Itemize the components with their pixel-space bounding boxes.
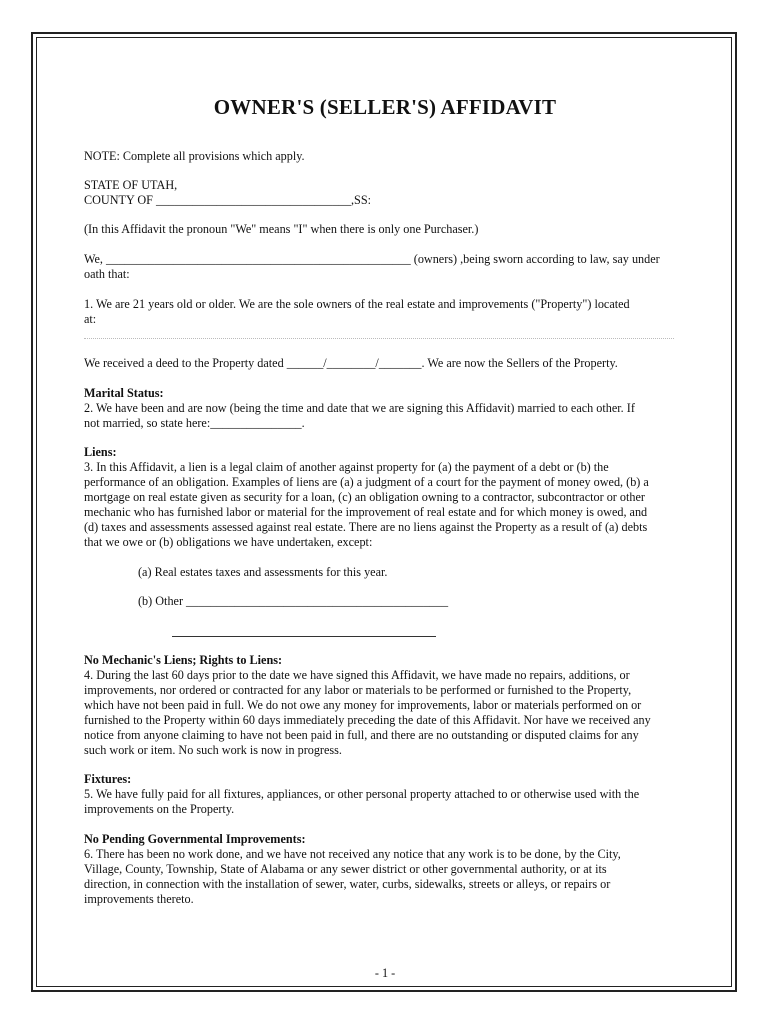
liens-line: mortgage on real estate given as security for a loan, (c) an obligation owning to a contractor, subcontractor or other xyxy=(84,490,645,504)
mechanics-line: furnished to the Property within 60 days immediately preceding the date of this Affidavit. Nor have we received any xyxy=(84,713,651,727)
pronoun-note: (In this Affidavit the pronoun "We" means "I" when there is only one Purchaser.) xyxy=(84,222,479,236)
fixtures-line: improvements on the Property. xyxy=(84,802,235,816)
liens-item-a: (a) Real estates taxes and assessments for this year. xyxy=(138,565,388,579)
blank-signature-line xyxy=(172,636,436,637)
mechanics-line: 4. During the last 60 days prior to the date we have signed this Affidavit, we have made no repairs, additions, or xyxy=(84,668,630,682)
owners-line: We, __________________________________________________ (owners) ,being sworn according to law, say under xyxy=(84,252,660,266)
governmental-line: Village, County, Township, State of Alabama or any sewer district or other governmental authority, or at its xyxy=(84,862,607,876)
marital-status-heading: Marital Status: xyxy=(84,386,164,400)
deed-line: We received a deed to the Property dated ______/________/_______. We are now the Sellers of the Property. xyxy=(84,356,618,370)
page-number: - 1 - xyxy=(374,966,396,980)
mechanics-line: improvements, nor ordered or contracted for any labor or materials to be performed or furnished to the Property, xyxy=(84,683,632,697)
liens-line: that we owe or (b) obligations we have undertaken, except: xyxy=(84,535,373,549)
liens-line: 3. In this Affidavit, a lien is a legal claim of another against property for (a) the payment of a debt or (b) the xyxy=(84,460,609,474)
fixtures-line: 5. We have fully paid for all fixtures, appliances, or other personal property attached to or otherwise used with the xyxy=(84,787,640,801)
mechanics-liens-heading: No Mechanic's Liens; Rights to Liens: xyxy=(84,653,283,667)
governmental-line: improvements thereto. xyxy=(84,892,194,906)
liens-line: (d) taxes and assessments assessed against real estate. There are no liens against the Property as a result of (a) debts xyxy=(84,520,648,534)
mechanics-line: such work or item. No such work is now in progress. xyxy=(84,743,342,757)
mechanics-line: notice from anyone claiming to have not been paid in full, and there are no outstanding or disputed claims for any xyxy=(84,728,639,742)
paragraph-1-line: 1. We are 21 years old or older. We are the sole owners of the real estate and improvements ("Property") located xyxy=(84,297,630,311)
state-line: STATE OF UTAH, xyxy=(84,178,178,192)
marital-line: 2. We have been and are now (being the time and date that we are signing this Affidavit) married to each other. If xyxy=(84,401,635,415)
mechanics-line: which have not been paid in full. We do not owe any money for improvements, labor or materials performed on or xyxy=(84,698,642,712)
liens-line: performance of an obligation. Examples of liens are (a) a judgment of a court for the payment of money owed, (b) a xyxy=(84,475,649,489)
address-dotted-line xyxy=(84,338,674,339)
document-title: OWNER'S (SELLER'S) AFFIDAVIT xyxy=(213,95,557,119)
liens-heading: Liens: xyxy=(84,445,117,459)
note-line: NOTE: Complete all provisions which apply. xyxy=(84,149,305,163)
county-line: COUNTY OF ________________________________,SS: xyxy=(84,193,371,207)
liens-line: mechanic who has furnished labor or material for the improvement of real estate and for which money is owed, and xyxy=(84,505,648,519)
fixtures-heading: Fixtures: xyxy=(84,772,132,786)
governmental-improvements-heading: No Pending Governmental Improvements: xyxy=(84,832,306,846)
governmental-line: direction, in connection with the installation of sewer, water, curbs, sidewalks, streets or alleys, or repairs or xyxy=(84,877,611,891)
liens-item-b: (b) Other ___________________________________________ xyxy=(138,594,449,608)
marital-line: not married, so state here:_______________. xyxy=(84,416,305,430)
paragraph-1-line-cont: at: xyxy=(84,312,97,326)
governmental-line: 6. There has been no work done, and we have not received any notice that any work is to be done, by the City, xyxy=(84,847,621,861)
owners-line-cont: oath that: xyxy=(84,267,130,281)
